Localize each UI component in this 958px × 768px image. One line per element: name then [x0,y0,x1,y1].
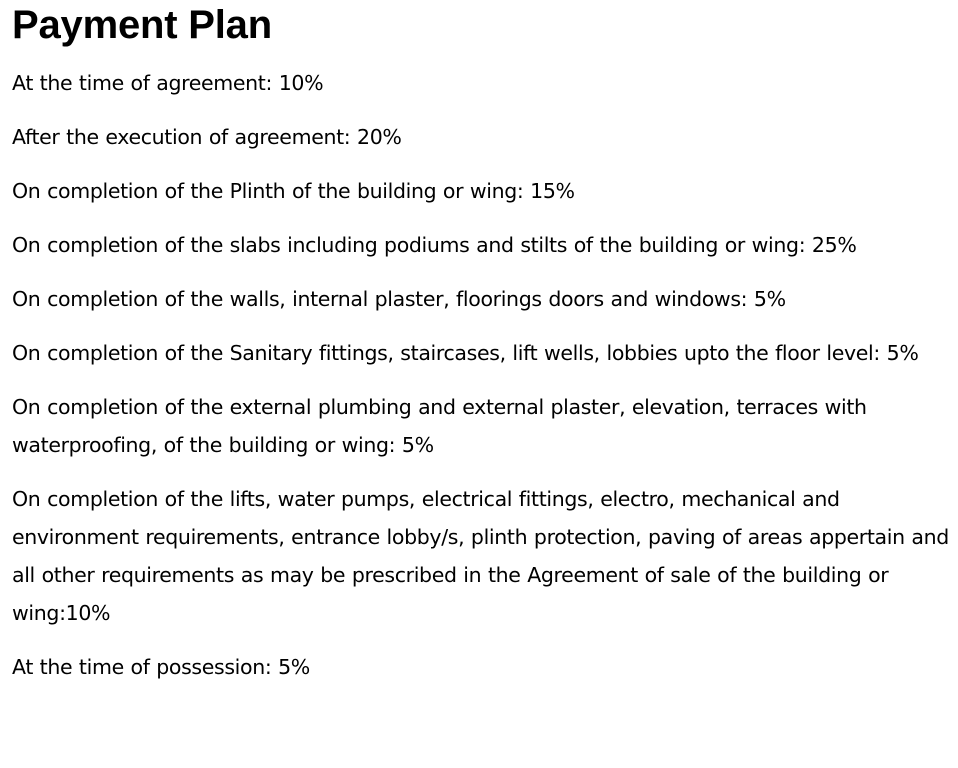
payment-plan-item: After the execution of agreement: 20% [12,125,402,149]
payment-plan-item: On completion of the slabs including podiums and stilts of the building or wing: 25% [12,233,857,257]
payment-plan-item: On completion of the external plumbing and external plaster, elevation, terraces with waterproofing, of the building or wing: 5% [12,395,867,457]
payment-plan-item: At the time of possession: 5% [12,655,310,679]
payment-plan-list [12,64,956,686]
payment-plan-item: On completion of the lifts, water pumps, electrical fittings, electro, mechanical and environment requirements, entrance lobby/s, plinth protection, paving of areas appertain and all other requirements as may be prescribed in the Agreement of sale of the building or wing:10% [12,487,949,625]
payment-plan-item: On completion of the Plinth of the building or wing: 15% [12,179,575,203]
payment-plan-item: At the time of agreement: 10% [12,71,324,95]
payment-plan-item: On completion of the Sanitary fittings, staircases, lift wells, lobbies upto the floor level: 5% [12,341,919,365]
payment-plan-item: On completion of the walls, internal plaster, floorings doors and windows: 5% [12,287,786,311]
page-title: Payment Plan [12,3,272,47]
